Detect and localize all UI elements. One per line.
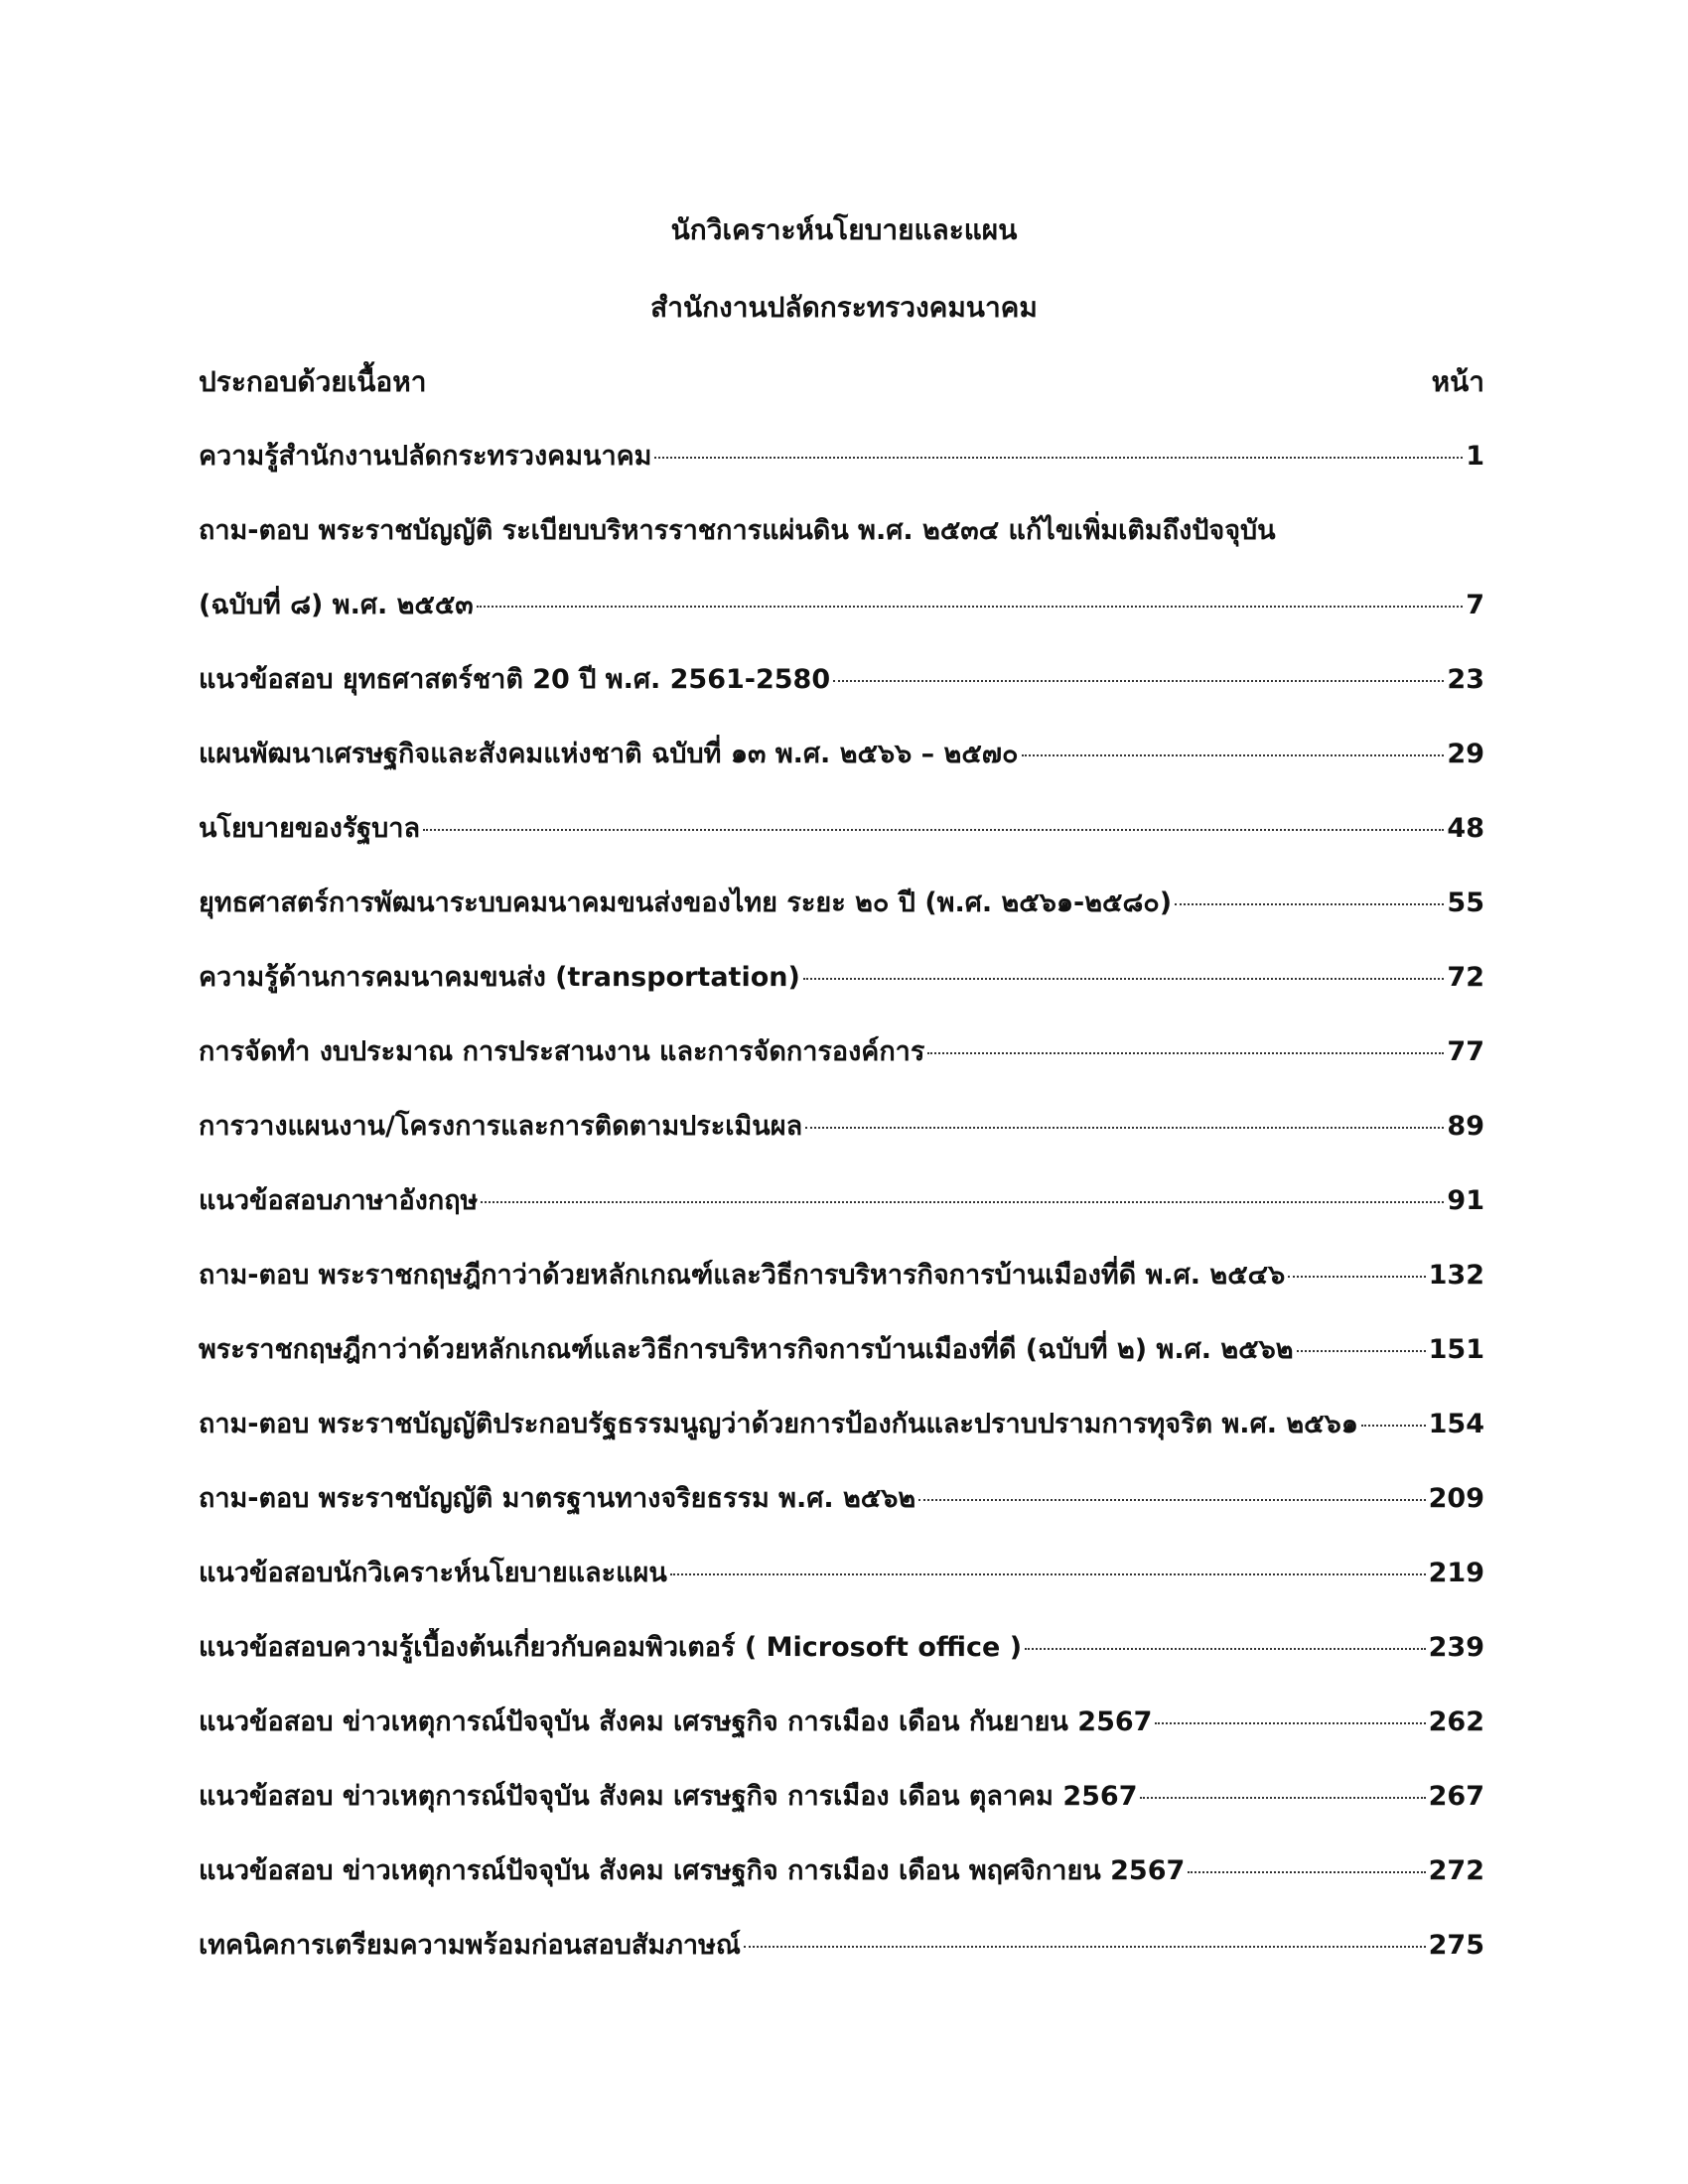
toc-entry[interactable] [199,809,1484,884]
toc-entry[interactable] [199,1181,1484,1256]
toc-entry-label: แนวข้อสอบ ข่าวเหตุการณ์ปัจจุบัน สังคม เศรษฐกิจ การเมือง เดือน กันยายน 2567 [199,1706,1153,1737]
toc-entry-page-number: 132 [1428,1260,1484,1291]
toc-entry-label: การจัดทำ งบประมาณ การประสานงาน และการจัดการองค์การ [199,1036,925,1067]
dot-leader [1140,1797,1425,1799]
toc-entry-page-number: 272 [1428,1855,1484,1886]
toc-entry[interactable] [199,1777,1484,1851]
toc-entry-label: ถาม-ตอบ พระราชบัญญัติประกอบรัฐธรรมนูญว่าด้วยการป้องกันและปราบปรามการทุจริต พ.ศ. ๒๕๖๑ [199,1409,1358,1439]
toc-entry-label: นโยบายของรัฐบาล [199,813,421,844]
dot-leader [1175,903,1444,905]
toc-entry[interactable] [199,586,1484,660]
dot-leader [1025,1648,1426,1650]
toc-entry-page-number: 91 [1447,1185,1484,1216]
toc-entry-page-number: 23 [1447,664,1484,695]
toc-entry-page-number: 239 [1428,1632,1484,1663]
toc-entry[interactable] [199,1032,1484,1107]
toc-entry-page-number: 267 [1428,1781,1484,1812]
toc-entry-label: แนวข้อสอบภาษาอังกฤษ [199,1185,479,1216]
document-title: นักวิเคราะห์นโยบายและแผน [670,213,1018,246]
table-of-contents [199,437,1484,2000]
dot-leader [423,829,1444,831]
dot-leader [918,1499,1425,1501]
dot-leader [1022,754,1445,756]
dot-leader [805,1127,1444,1129]
dot-leader [1361,1425,1426,1427]
dot-leader [927,1052,1444,1054]
contents-label: ประกอบด้วยเนื้อหา [199,365,427,398]
toc-entry-label: (ฉบับที่ ๘) พ.ศ. ๒๕๕๓ [199,590,474,620]
dot-leader [670,1573,1426,1575]
toc-entry[interactable] [199,511,1484,586]
toc-entry[interactable] [199,1703,1484,1777]
toc-entry-label: แนวข้อสอบความรู้เบื้องต้นเกี่ยวกับคอมพิวเตอร์ ( Microsoft office ) [199,1632,1023,1663]
toc-entry[interactable] [199,660,1484,735]
toc-entry-label: ยุทธศาสตร์การพัฒนาระบบคมนาคมขนส่งของไทย ระยะ ๒๐ ปี (พ.ศ. ๒๕๖๑-๒๕๘๐) [199,887,1173,918]
toc-entry-label: ความรู้ด้านการคมนาคมขนส่ง (transportation) [199,962,800,993]
toc-entry[interactable] [199,1479,1484,1554]
page-column-label: หน้า [1431,365,1484,398]
toc-entry-page-number: 7 [1466,590,1484,620]
dot-leader [1297,1350,1426,1352]
toc-entry-page-number: 209 [1428,1483,1484,1514]
toc-entry-page-number: 77 [1447,1036,1484,1067]
toc-entry[interactable] [199,1107,1484,1181]
toc-entry-label: เทคนิคการเตรียมความพร้อมก่อนสอบสัมภาษณ์ [199,1930,741,1961]
dot-leader [481,1201,1444,1203]
toc-entry[interactable] [199,1851,1484,1926]
toc-entry-page-number: 72 [1447,962,1484,993]
toc-entry[interactable] [199,958,1484,1032]
toc-entry-label: แนวข้อสอบ ข่าวเหตุการณ์ปัจจุบัน สังคม เศรษฐกิจ การเมือง เดือน ตุลาคม 2567 [199,1781,1138,1812]
dot-leader [1288,1276,1425,1278]
toc-entry-page-number: 55 [1447,887,1484,918]
toc-entry[interactable] [199,1926,1484,2000]
toc-entry-label: การวางแผนงาน/โครงการและการติดตามประเมินผล [199,1111,803,1142]
dot-leader [654,457,1463,459]
toc-entry-page-number: 275 [1428,1930,1484,1961]
dot-leader [477,606,1463,608]
dot-leader [744,1946,1426,1948]
toc-entry[interactable] [199,437,1484,511]
toc-entry[interactable] [199,884,1484,958]
dot-leader [833,680,1444,682]
toc-entry-page-number: 219 [1428,1558,1484,1588]
toc-entry-label: พระราชกฤษฎีกาว่าด้วยหลักเกณฑ์และวิธีการบริหารกิจการบ้านเมืองที่ดี (ฉบับที่ ๒) พ.ศ. ๒๕๖๒ [199,1334,1294,1365]
toc-entry[interactable] [199,1256,1484,1330]
toc-entry[interactable] [199,1330,1484,1405]
toc-entry[interactable] [199,735,1484,809]
dot-leader [1188,1871,1425,1873]
toc-entry-label: แนวข้อสอบ ข่าวเหตุการณ์ปัจจุบัน สังคม เศรษฐกิจ การเมือง เดือน พฤศจิกายน 2567 [199,1855,1186,1886]
toc-entry-page-number: 154 [1428,1409,1484,1439]
toc-entry-page-number: 1 [1466,441,1484,472]
toc-entry[interactable] [199,1628,1484,1703]
toc-entry-page-number: 151 [1428,1334,1484,1365]
dot-leader [803,978,1445,980]
toc-entry-label: ความรู้สำนักงานปลัดกระทรวงคมนาคม [199,441,652,472]
toc-entry-page-number: 262 [1428,1706,1484,1737]
toc-entry-label: ถาม-ตอบ พระราชบัญญัติ ระเบียบบริหารราชการแผ่นดิน พ.ศ. ๒๕๓๔ แก้ไขเพิ่มเติมถึงปัจจุบัน [199,515,1276,546]
dot-leader [1155,1722,1425,1724]
toc-entry-label: ถาม-ตอบ พระราชกฤษฎีกาว่าด้วยหลักเกณฑ์และวิธีการบริหารกิจการบ้านเมืองที่ดี พ.ศ. ๒๕๔๖ [199,1260,1286,1291]
toc-entry[interactable] [199,1405,1484,1479]
toc-entry-label: ถาม-ตอบ พระราชบัญญัติ มาตรฐานทางจริยธรรม พ.ศ. ๒๕๖๒ [199,1483,916,1514]
toc-entry-label: แผนพัฒนาเศรษฐกิจและสังคมแห่งชาติ ฉบับที่ ๑๓ พ.ศ. ๒๕๖๖ – ๒๕๗๐ [199,739,1019,769]
toc-entry-page-number: 48 [1447,813,1484,844]
toc-entry[interactable] [199,1554,1484,1628]
toc-entry-page-number: 29 [1447,739,1484,769]
toc-header [199,362,1484,402]
toc-entry-page-number: 89 [1447,1111,1484,1142]
document-subtitle: สำนักงานปลัดกระทรวงคมนาคม [650,291,1038,324]
toc-entry-label: แนวข้อสอบ ยุทธศาสตร์ชาติ 20 ปี พ.ศ. 2561-2580 [199,664,831,695]
toc-entry-label: แนวข้อสอบนักวิเคราะห์นโยบายและแผน [199,1558,667,1588]
